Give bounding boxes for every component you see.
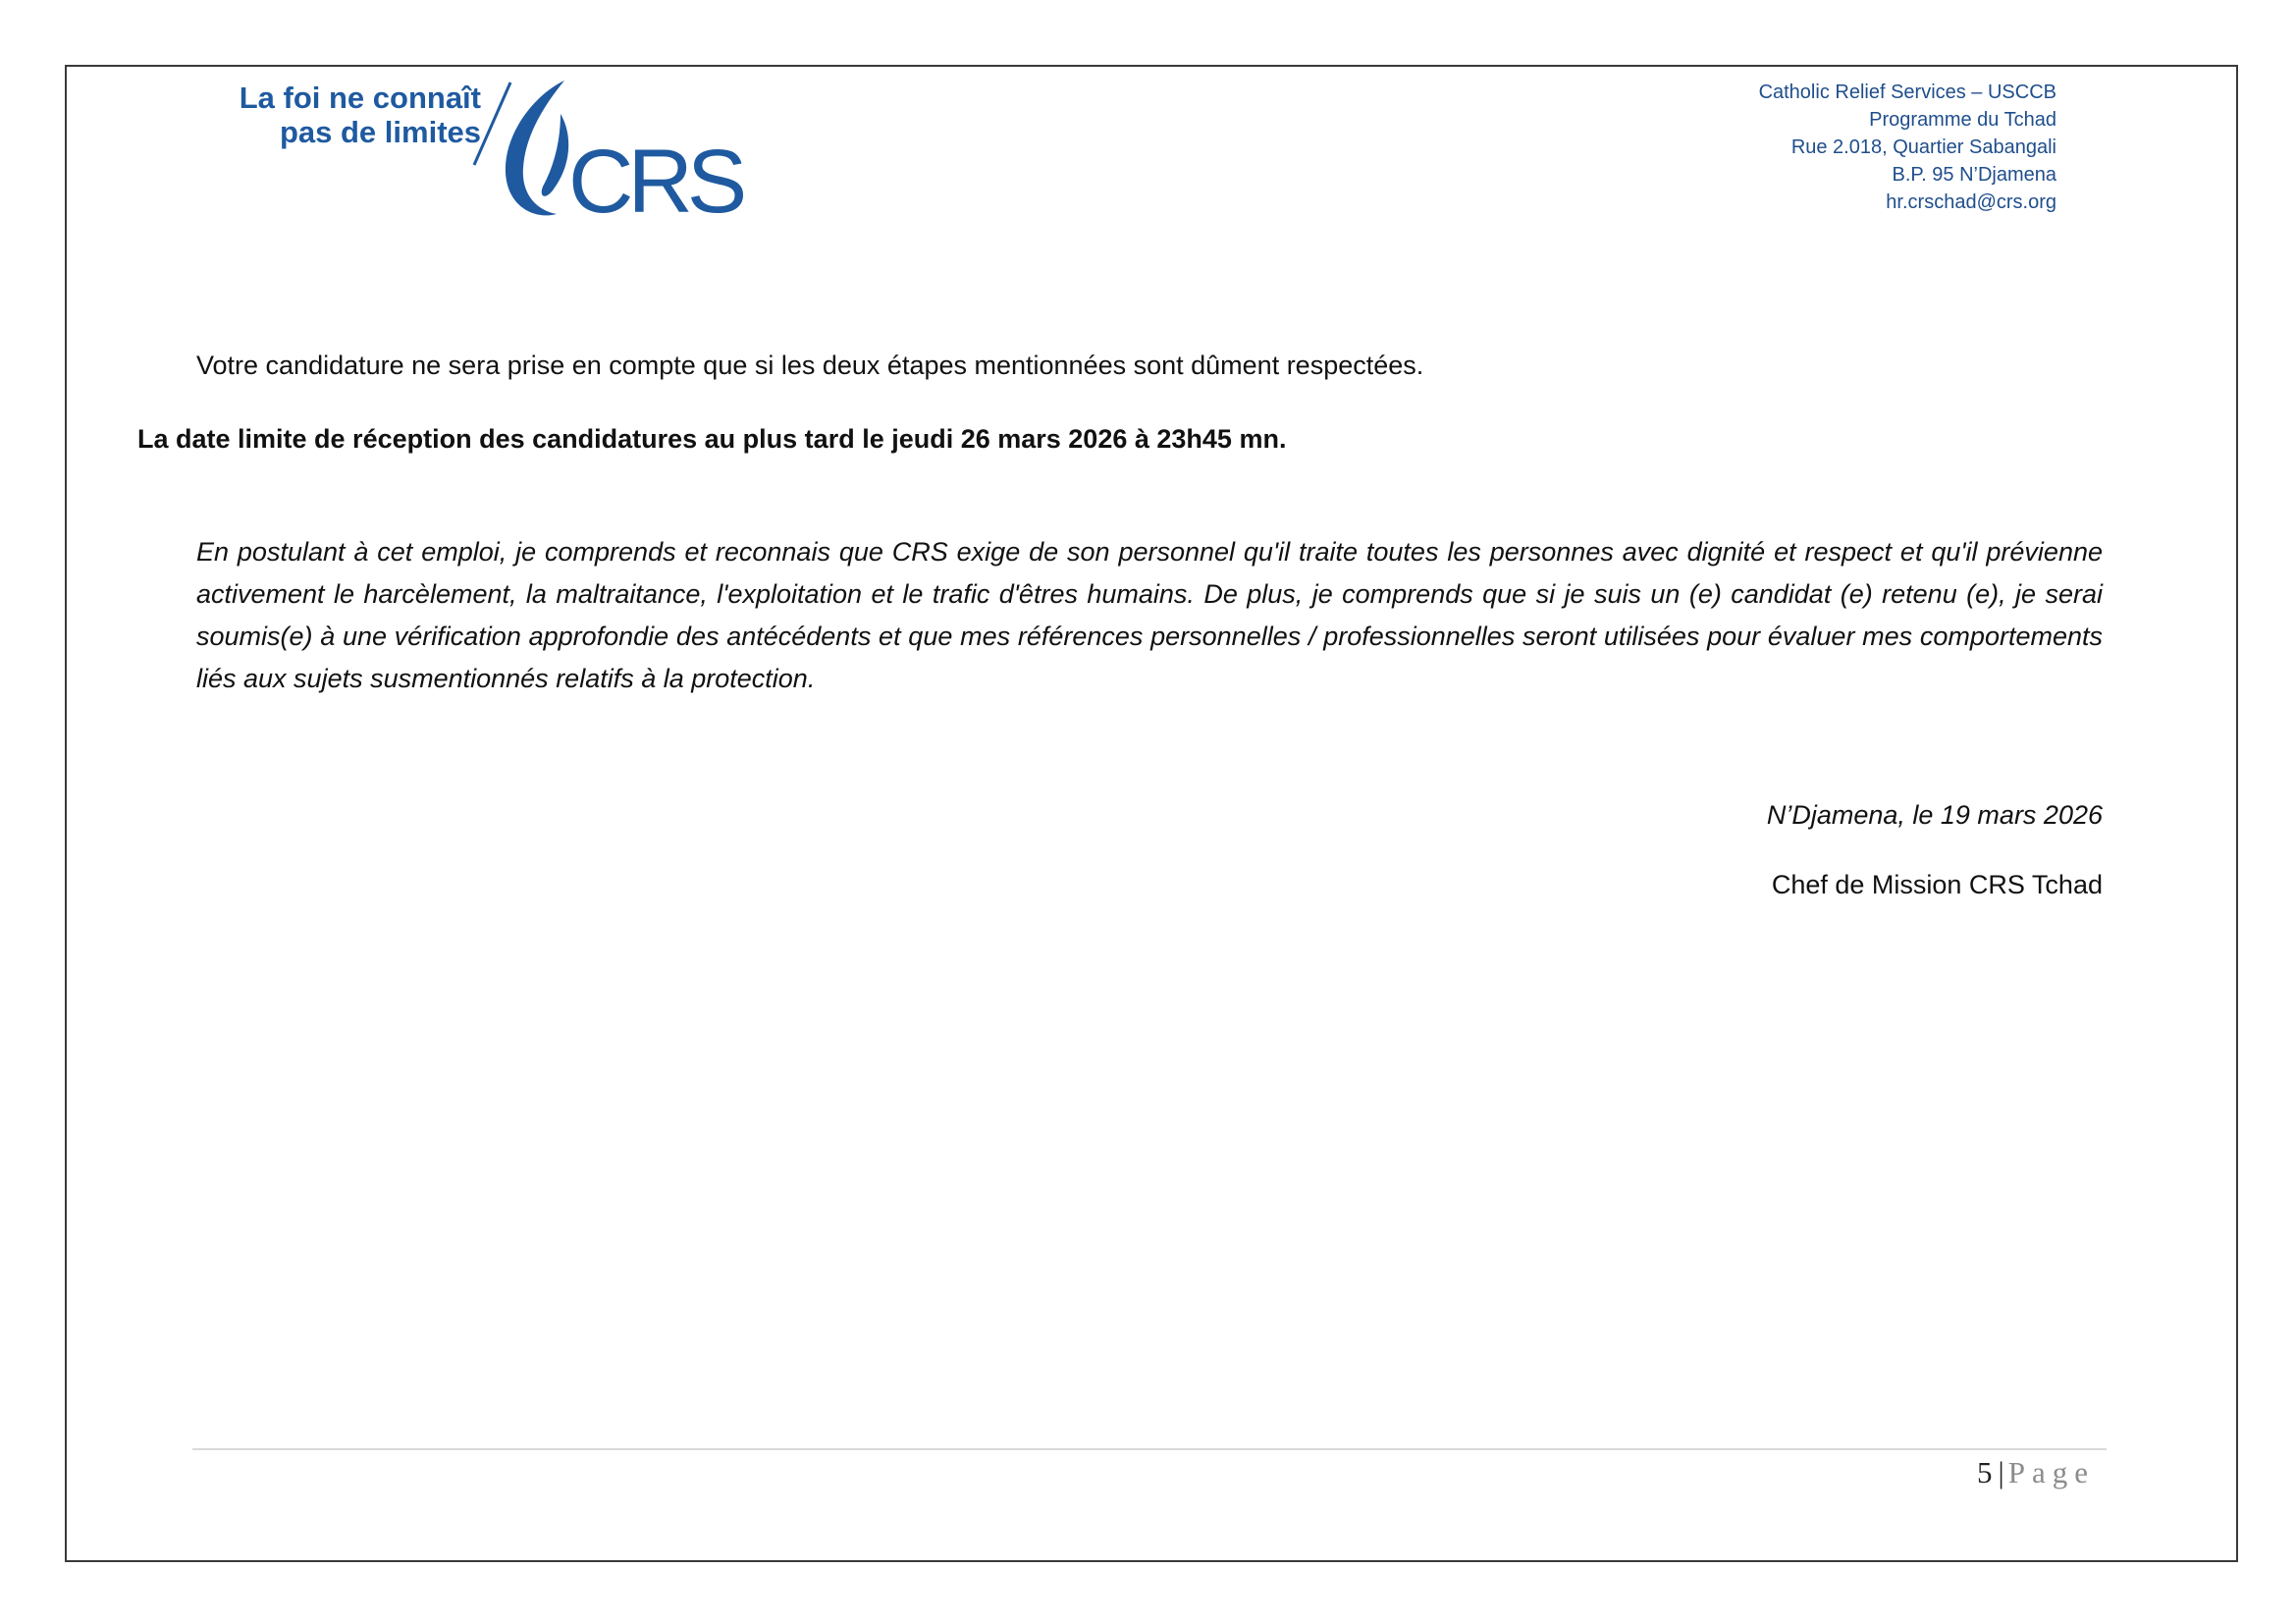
logo-brand-text: CRS [568, 132, 742, 222]
crs-logo [196, 75, 766, 222]
safeguarding-statement: En postulant à cet emploi, je comprends et reconnais que CRS exige de son personnel qu'il traite toutes les personnes avec dignité et respect et qu'il prévienne activement le harcèlement, la maltraitance, l'exploitation et le trafic d'êtres humains. De plus, je comprends que si je suis un (e) candidat (e) retenu (e), je serai soumis(e) à une vérification approfondie des antécédents et que mes références personnelles / professionnelles seront utilisées pour évaluer mes comportements liés aux sujets susmentionnés relatifs à la protection. [196, 537, 2103, 693]
address-line-program: Programme du Tchad [1869, 109, 2056, 131]
page-number: 5 [1977, 1455, 1993, 1489]
crs-logo-mark-icon [466, 75, 766, 222]
address-line-street: Rue 2.018, Quartier Sabangali [1790, 136, 2056, 158]
deadline-text: La date limite de réception des candidatures au plus tard le jeudi 26 mars 2026 à 23h45 mn. [137, 424, 1287, 454]
footer-divider [192, 1448, 2107, 1450]
signature-place-date: N’Djamena, le 19 mars 2026 [1766, 800, 2103, 830]
page-word: Page [2007, 1455, 2095, 1489]
address-line-po-box: B.P. 95 N’Djamena [1892, 164, 2056, 186]
signature-role: Chef de Mission CRS Tchad [1771, 870, 2103, 899]
application-condition-text: Votre candidature ne sera prise en compte que si les deux étapes mentionnées sont dûment respectées. [196, 351, 1424, 380]
logo-tagline [196, 81, 481, 149]
logo-tagline-line2: pas de limites [279, 115, 481, 149]
page-separator: | [1998, 1455, 2004, 1489]
address-email-link[interactable]: hr.crschad@crs.org [1886, 191, 2056, 213]
logo-tagline-line1: La foi ne connaît [239, 81, 481, 115]
page-footer [1977, 1455, 2095, 1490]
address-line-org: Catholic Relief Services – USCCB [1758, 81, 2056, 103]
address-block [1759, 79, 2056, 216]
